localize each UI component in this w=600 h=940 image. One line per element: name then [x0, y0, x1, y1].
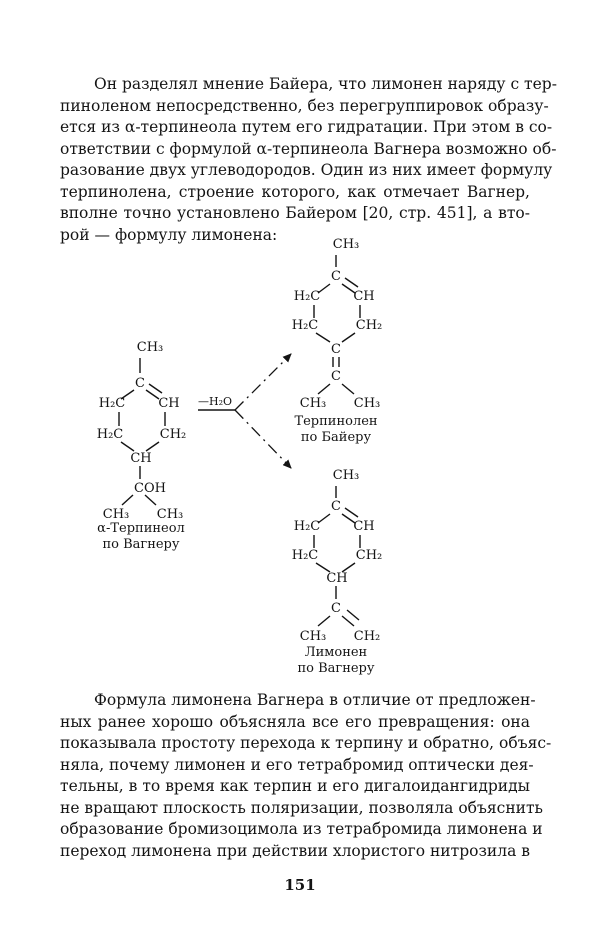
atom-label: C	[331, 601, 341, 616]
atom-label: CH₃	[136, 340, 164, 355]
text-line: Он разделял мнение Байера, что лимонен наряду с тер-	[94, 75, 557, 93]
atom-label: CH₂	[353, 629, 381, 644]
text-line: разование двух углеводородов. Один из них имеет формулу	[60, 161, 553, 179]
page-number: 151	[284, 876, 316, 894]
text-line: ответствии с формулой α-терпинеола Вагнера возможно об-	[60, 139, 557, 158]
atom-label: CH₃	[353, 396, 381, 411]
alpha-terpineol-structure	[97, 340, 187, 522]
text-line: рой — формулу лимонена:	[60, 225, 278, 244]
atom-label: CH₃	[299, 629, 327, 644]
caption-line: Лимонен	[304, 645, 368, 660]
terpinolene-caption	[290, 414, 382, 446]
text-line: ных ранее хорошо объясняла все его превращения: она	[60, 712, 530, 731]
atom-label: C	[331, 342, 341, 357]
text-line: пиноленом непосредственно, без перегруппировок образу-	[60, 96, 549, 115]
alpha-terpineol-caption	[95, 521, 187, 553]
arrow-to-terpinolene	[235, 354, 291, 410]
atom-label: C	[331, 499, 341, 514]
caption-line: Терпинолен	[294, 414, 378, 429]
text-line: Формула лимонена Вагнера в отличие от предложен-	[94, 691, 536, 709]
atom-label: H₂C	[293, 289, 321, 304]
text-line: не вращают плоскость поляризации, позволяла объяснить	[60, 798, 543, 817]
atom-label: H₂C	[96, 427, 124, 442]
caption-line: по Вагнеру	[297, 661, 375, 676]
atom-label: COH	[134, 481, 166, 496]
atom-label: CH	[353, 519, 375, 534]
atom-label: CH₂	[355, 548, 383, 563]
text-line: вполне точно установлено Байером [20, стр. 451], а вто-	[60, 204, 530, 222]
text-line: переход лимонена при действии хлористого нитрозила в	[60, 841, 530, 860]
caption-line: по Вагнеру	[102, 537, 180, 552]
atom-label: CH	[326, 571, 348, 586]
caption-line: α-Терпинеол	[97, 521, 185, 536]
caption-line: по Байеру	[300, 430, 372, 445]
atom-label: CH₃	[332, 468, 360, 483]
text-line: тельны, в то время как терпин и его дигалоидангидриды	[60, 777, 530, 795]
atom-label: CH	[130, 451, 152, 466]
atom-label: CH	[158, 396, 180, 411]
atom-label: CH	[353, 289, 375, 304]
atom-label: H₂C	[98, 396, 126, 411]
text-line: показывала простоту перехода к терпину и обратно, объяс-	[60, 734, 552, 752]
terpinolene-structure	[292, 237, 383, 411]
reaction-scheme	[0, 230, 600, 690]
atom-label: CH₃	[299, 396, 327, 411]
atom-label: CH₂	[355, 318, 383, 333]
limonene-structure	[292, 468, 383, 644]
atom-label: CH₂	[159, 427, 187, 442]
atom-label: C	[135, 376, 145, 391]
atom-label: H₂C	[291, 548, 319, 563]
atom-label: C	[331, 269, 341, 284]
text-line: ется из α-терпинеола путем его гидратации. При этом в со-	[60, 118, 553, 136]
atom-label: H₂C	[293, 519, 321, 534]
reagent-label: —H₂O	[197, 395, 233, 408]
arrow-to-limonene	[235, 410, 291, 468]
text-line: няла, почему лимонен и его тетрабромид оптически дея-	[60, 755, 534, 774]
text-line: образование бромизоцимола из тетрабромида лимонена и	[60, 820, 543, 838]
atom-label: CH₃	[332, 237, 360, 252]
paragraph-1	[60, 74, 557, 246]
text-line: терпинолена, строение которого, как отмечает Вагнер,	[60, 182, 530, 201]
atom-label: H₂C	[291, 318, 319, 333]
atom-label: C	[331, 369, 341, 384]
paragraph-2	[60, 690, 552, 862]
atom-label: CH₃	[102, 507, 130, 522]
atom-label: CH₃	[156, 507, 184, 522]
limonene-caption	[290, 645, 382, 677]
